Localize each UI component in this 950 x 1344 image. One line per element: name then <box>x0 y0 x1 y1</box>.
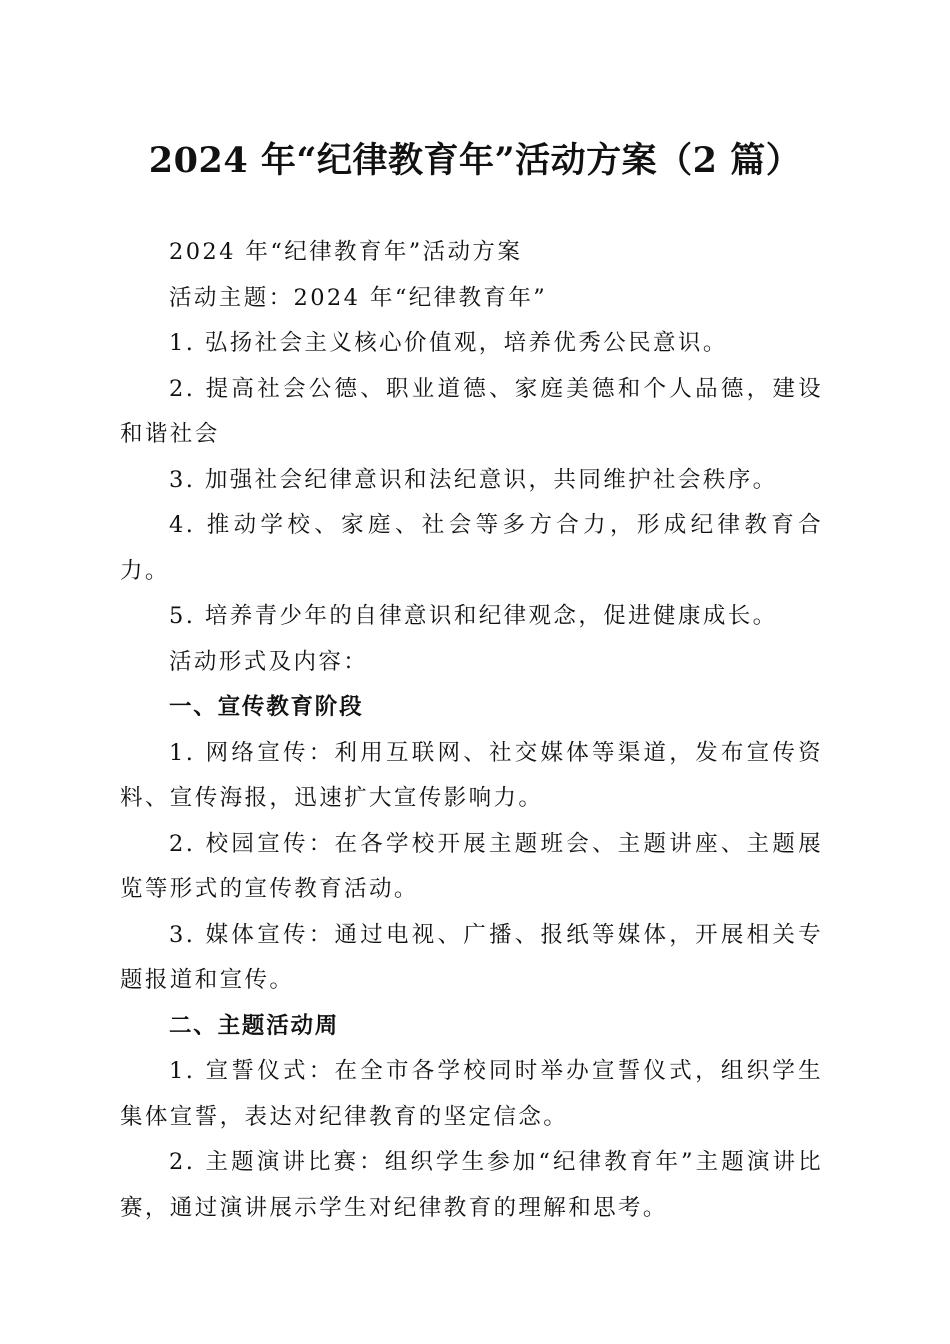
paragraph-week-2: 2. 主题演讲比赛：组织学生参加“纪律教育年”主题演讲比赛，通过演讲展示学生对纪律教育的理解和思考。 <box>120 1149 823 1221</box>
paragraph-goal-1: 1. 弘扬社会主义核心价值观，培养优秀公民意识。 <box>169 330 728 356</box>
document-title: 2024 年“纪律教育年”活动方案（2 篇） <box>148 140 802 181</box>
paragraph-goal-2: 2. 提高社会公德、职业道德、家庭美德和个人品德，建设和谐社会 <box>120 375 823 447</box>
paragraph-publicity-3: 3. 媒体宣传：通过电视、广播、报纸等媒体，开展相关专题报道和宣传。 <box>120 921 823 993</box>
section-heading-2: 二、主题活动周 <box>169 1012 340 1039</box>
document-body <box>120 230 823 1231</box>
paragraph-subtitle: 2024 年“纪律教育年”活动方案 <box>169 239 523 265</box>
paragraph-goal-3: 3. 加强社会纪律意识和法纪意识，共同维护社会秩序。 <box>169 466 778 493</box>
paragraph-week-1: 1. 宣誓仪式：在全市各学校同时举办宣誓仪式，组织学生集体宣誓，表达对纪律教育的坚定信念。 <box>120 1058 823 1130</box>
paragraph-publicity-2: 2. 校园宣传：在各学校开展主题班会、主题讲座、主题展览等形式的宣传教育活动。 <box>120 830 823 902</box>
paragraph-publicity-1: 1. 网络宣传：利用互联网、社交媒体等渠道，发布宣传资料、宣传海报，迅速扩大宣传影响力。 <box>120 739 823 811</box>
section-heading-1: 一、宣传教育阶段 <box>169 694 364 720</box>
paragraph-theme: 活动主题：2024 年“纪律教育年” <box>169 284 548 311</box>
paragraph-activity-intro: 活动形式及内容： <box>169 648 369 675</box>
paragraph-goal-5: 5. 培养青少年的自律意识和纪律观念，促进健康成长。 <box>169 603 778 629</box>
paragraph-goal-4: 4. 推动学校、家庭、社会等多方合力，形成纪律教育合力。 <box>120 512 823 584</box>
